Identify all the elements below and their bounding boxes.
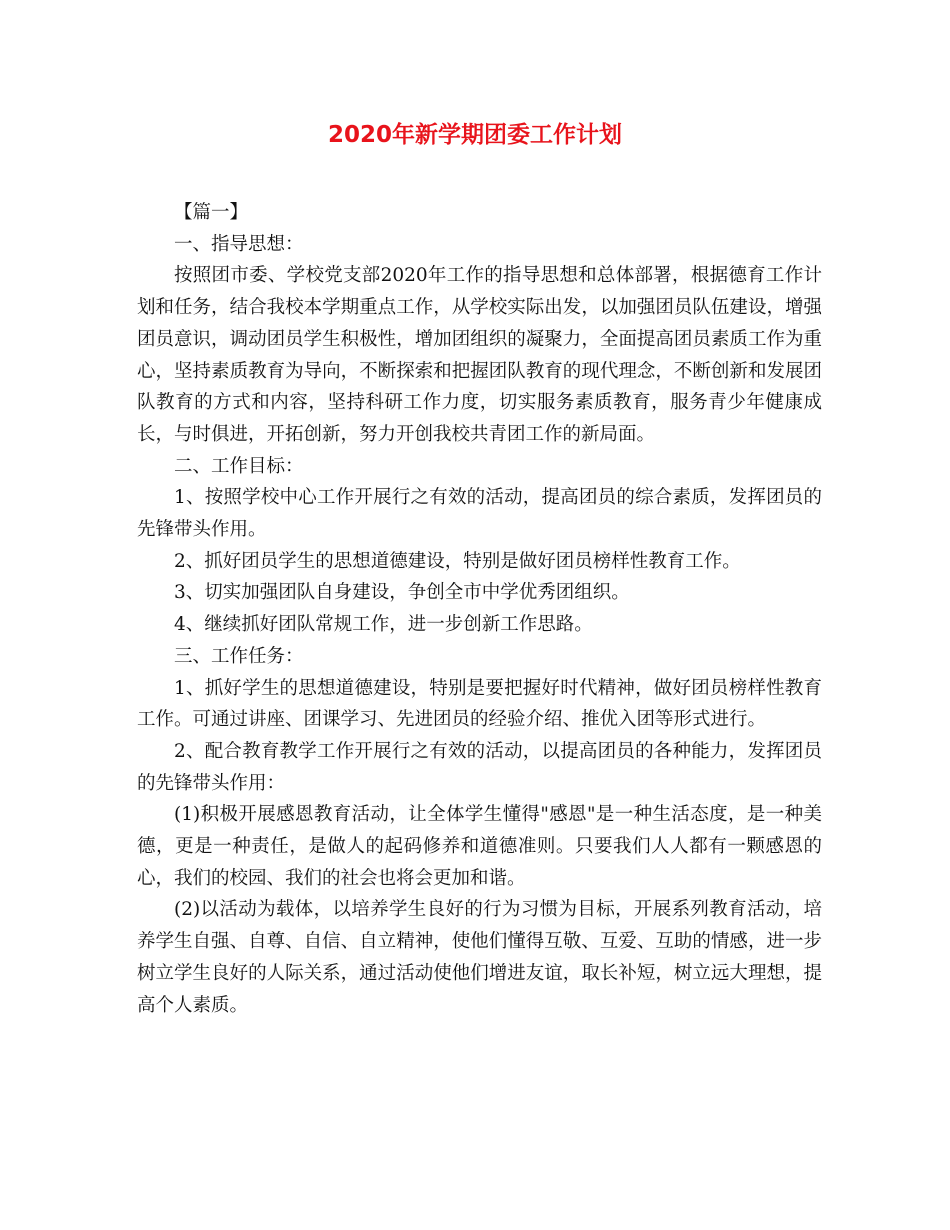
paragraph: 4、继续抓好团队常规工作，进一步创新工作思路。 [174,614,593,636]
paragraph: 3、切实加强团队自身建设，争创全市中学优秀团组织。 [174,582,630,604]
paragraph: (2)以活动为载体，以培养学生良好的行为习惯为目标，开展系列教育活动，培养学生自强、自尊、自信、自立精神，使他们懂得互敬、互爱、互助的情感，进一步树立学生良好的人际关系，通过活动使他们增进友谊，取长补短，树立远大理想，提高个人素质。 [137,899,822,1016]
document-body [137,197,822,1021]
section-heading: 【篇一】 [174,202,249,223]
section-heading: 一、指导思想： [174,233,304,255]
paragraph: 2、配合教育教学工作开展行之有效的活动，以提高团员的各种能力，发挥团员的先锋带头作用： [137,740,822,794]
paragraph: 1、按照学校中心工作开展行之有效的活动，提高团员的综合素质，发挥团员的先锋带头作用。 [137,487,822,541]
paragraph: 2、抓好团员学生的思想道德建设，特别是做好团员榜样性教育工作。 [174,550,741,572]
paragraph: 按照团市委、学校党支部2020年工作的指导思想和总体部署，根据德育工作计划和任务，结合我校本学期重点工作，从学校实际出发，以加强团员队伍建设，增强团员意识，调动团员学生积极性，增加团组织的凝聚力，全面提高团员素质工作为重心，坚持素质教育为导向，不断探索和把握团队教育的现代理念，不断创新和发展团队教育的方式和内容，坚持科研工作力度，切实服务素质教育，服务青少年健康成长，与时俱进，开拓创新，努力开创我校共青团工作的新局面。 [137,265,822,445]
paragraph: (1)积极开展感恩教育活动，让全体学生懂得"感恩"是一种生活态度，是一种美德，更是一种责任，是做人的起码修养和道德准则。只要我们人人都有一颗感恩的心，我们的校园、我们的社会也将会更加和谐。 [137,804,822,889]
document-title: 2020年新学期团委工作计划 [327,122,622,148]
section-heading: 三、工作任务： [174,645,304,667]
paragraph: 1、抓好学生的思想道德建设，特别是要把握好时代精神，做好团员榜样性教育工作。可通过讲座、团课学习、先进团员的经验介绍、推优入团等形式进行。 [137,677,822,731]
section-heading: 二、工作目标： [174,455,304,477]
